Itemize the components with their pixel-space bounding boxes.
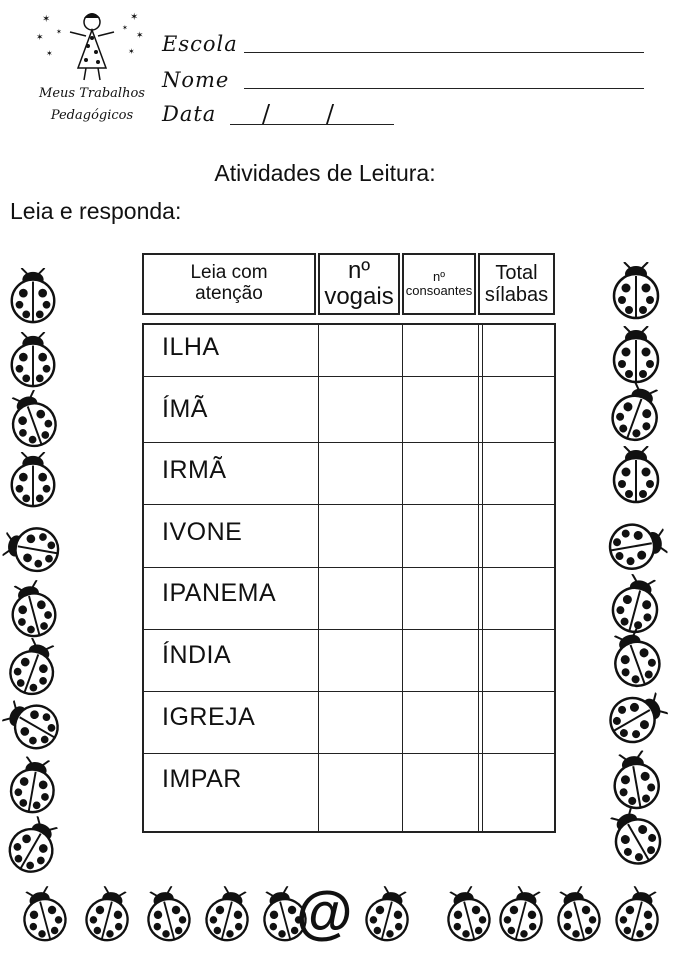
svg-text:✶: ✶: [122, 25, 128, 32]
column-divider: [318, 325, 319, 831]
ladybug-icon: [606, 446, 666, 506]
header-line: vogais: [324, 283, 394, 310]
row-divider: [144, 442, 554, 443]
header-line: atenção: [195, 283, 263, 304]
word-impar: IMPAR: [162, 765, 242, 793]
ladybug-icon: [4, 332, 62, 390]
word-ipanema: IPANEMA: [162, 579, 277, 607]
logo-line-1: Meus Trabalhos: [39, 86, 145, 101]
svg-text:✶: ✶: [42, 14, 51, 25]
ladybug-icon: [0, 807, 73, 886]
girl-illustration-icon: [22, 6, 162, 86]
ladybug-icon: [0, 384, 70, 458]
header-line: Total: [495, 262, 538, 284]
escola-line[interactable]: [244, 52, 644, 53]
row-divider: [144, 504, 554, 505]
header-line: sílabas: [484, 284, 549, 306]
nome-label: Nome: [162, 68, 230, 92]
column-divider: [478, 325, 479, 831]
header-consoantes: [402, 253, 476, 315]
answer-table: [142, 323, 556, 833]
svg-text:✶: ✶: [36, 32, 44, 42]
ladybug-icon: [606, 326, 666, 386]
column-divider: [402, 325, 403, 831]
row-divider: [144, 376, 554, 377]
ladybug-icon: [0, 753, 67, 820]
nome-line[interactable]: [244, 88, 644, 89]
ladybug-icon: [4, 268, 62, 326]
word-irma: IRMÃ: [162, 456, 227, 484]
row-divider: [144, 753, 554, 754]
header-line: Leia com: [190, 262, 268, 284]
header-line: nº: [433, 268, 445, 284]
ladybug-icon: [598, 376, 675, 453]
escola-label: Escola: [162, 32, 238, 56]
word-ilha: ILHA: [162, 333, 220, 361]
word-ivone: IVONE: [162, 518, 243, 546]
header-vogais: [318, 253, 400, 315]
ladybug-icon: [601, 511, 671, 581]
ladybug-icon: [595, 677, 677, 759]
svg-text:✶: ✶: [136, 30, 144, 40]
word-igreja: IGREJA: [162, 703, 256, 731]
row-divider: [144, 691, 554, 692]
ladybug-icon: [194, 882, 263, 951]
row-divider: [144, 629, 554, 630]
ladybug-icon: [606, 262, 666, 322]
svg-text:✶: ✶: [130, 12, 139, 23]
logo-line-2: Pedagógicos: [50, 108, 134, 123]
ladybug-icon: [0, 575, 69, 646]
svg-text:✶: ✶: [56, 29, 62, 36]
row-divider: [144, 567, 554, 568]
ladybug-icon: [74, 882, 143, 951]
ladybug-icon: [0, 515, 67, 582]
svg-text:✶: ✶: [46, 49, 53, 58]
logo: [22, 6, 162, 130]
at-sign-icon: @: [296, 880, 353, 945]
ladybug-icon: [488, 882, 557, 951]
date-separator-1: /: [262, 100, 272, 128]
svg-text:✶: ✶: [128, 47, 135, 56]
data-line[interactable]: [230, 124, 394, 125]
instruction: Leia e responda:: [10, 198, 182, 224]
ladybug-icon: [595, 797, 677, 879]
ladybug-icon: [10, 882, 79, 951]
ladybug-icon: [4, 452, 62, 510]
data-label: Data: [162, 102, 217, 126]
ladybug-icon: [354, 882, 423, 951]
word-ima: ÍMÃ: [162, 395, 208, 423]
ladybug-icon: [604, 882, 673, 951]
ladybug-icon: [134, 882, 203, 951]
column-divider: [482, 325, 483, 831]
header-silabas: [478, 253, 555, 315]
header-line: consoantes: [405, 283, 473, 298]
word-india: ÍNDIA: [162, 641, 232, 669]
header-line: nº: [347, 256, 371, 284]
page-subtitle: Atividades de Leitura:: [214, 160, 436, 186]
header-leia-com-atencao: [142, 253, 316, 315]
ladybug-icon: [544, 882, 613, 951]
date-separator-2: /: [326, 100, 336, 128]
